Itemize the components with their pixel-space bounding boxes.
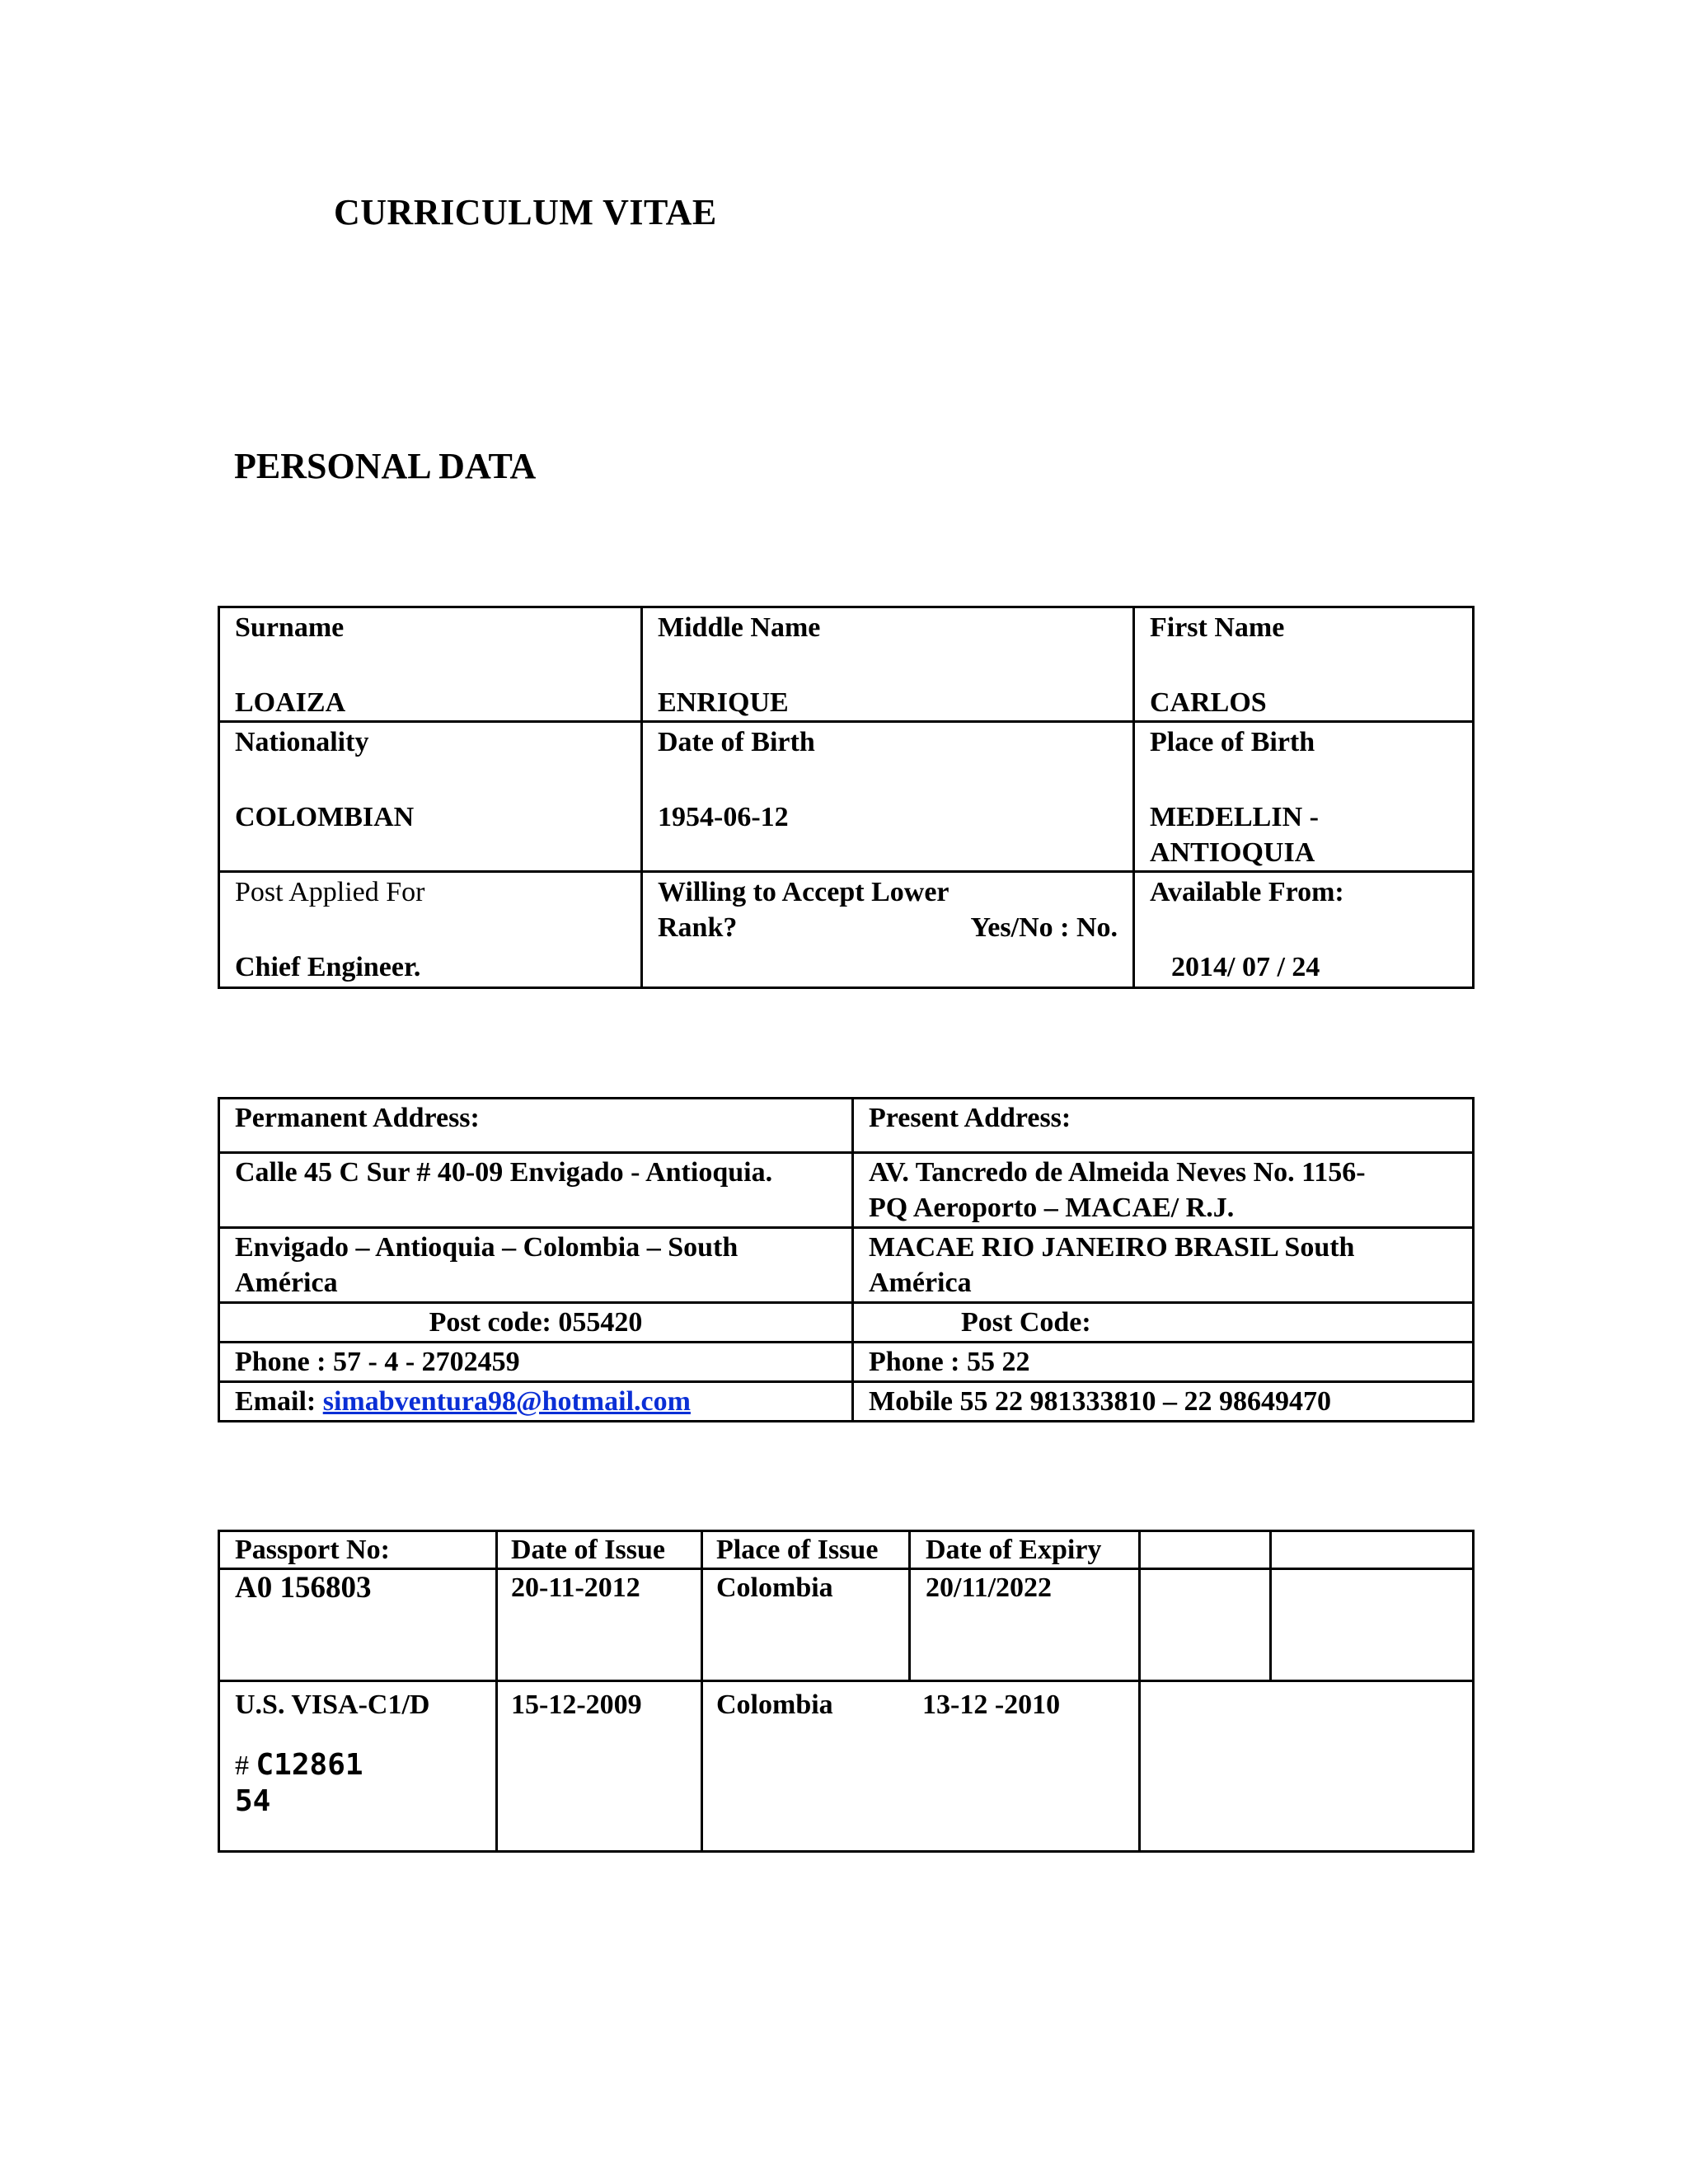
documents-table: [218, 1530, 1475, 1853]
permanent-address-line2b: América: [235, 1268, 338, 1298]
visa-place-expiry-cell: [702, 1681, 1140, 1852]
table-row: [219, 607, 1474, 722]
nationality-label: Nationality: [235, 727, 369, 757]
email-cell: [219, 1382, 853, 1422]
available-from-cell: [1134, 872, 1474, 988]
lower-rank-question: Willing to Accept Lower: [658, 877, 950, 907]
header-date-of-issue: Date of Issue: [497, 1531, 702, 1569]
document-title: CURRICULUM VITAE: [334, 192, 717, 232]
table-row: [219, 1382, 1474, 1422]
present-address-header: Present Address:: [853, 1099, 1474, 1153]
permanent-address-line2-cell: [219, 1228, 853, 1303]
table-row: [219, 1681, 1474, 1852]
table-row: [219, 1531, 1474, 1569]
header-date-of-expiry: Date of Expiry: [910, 1531, 1140, 1569]
email-link[interactable]: simabventura98@hotmail.com: [322, 1386, 691, 1417]
passport-issue-date: 20-11-2012: [497, 1569, 702, 1681]
permanent-phone: Phone : 57 - 4 - 2702459: [219, 1343, 853, 1382]
nationality-cell: [219, 722, 642, 872]
visa-hash: #: [235, 1750, 249, 1781]
empty-header-cell: [1140, 1531, 1271, 1569]
permanent-postcode: Post code: 055420: [219, 1303, 853, 1343]
empty-cell: [1140, 1569, 1271, 1681]
post-applied-label: Post Applied For: [235, 877, 425, 907]
header-passport-no: Passport No:: [219, 1531, 497, 1569]
visa-cell: [219, 1681, 497, 1852]
place-of-birth-label: Place of Birth: [1150, 727, 1315, 757]
place-of-birth-value-line2: ANTIOQUIA: [1150, 837, 1315, 868]
table-row: [219, 722, 1474, 872]
table-row: [219, 1569, 1474, 1681]
present-address-line1a: AV. Tancredo de Almeida Neves No. 1156-: [869, 1157, 1366, 1188]
mobile: Mobile 55 22 981333810 – 22 98649470: [853, 1382, 1474, 1422]
date-of-birth-label: Date of Birth: [658, 727, 815, 757]
available-from-value: 2014/ 07 / 24: [1171, 952, 1320, 982]
present-address-line1-cell: [853, 1153, 1474, 1228]
nationality-value: COLOMBIAN: [235, 802, 415, 832]
middle-name-cell: [642, 607, 1134, 722]
middle-name-value: ENRIQUE: [658, 687, 789, 718]
available-from-label: Available From:: [1150, 877, 1344, 907]
place-of-birth-cell: [1134, 722, 1474, 872]
empty-header-cell: [1271, 1531, 1474, 1569]
table-row: [219, 1343, 1474, 1382]
empty-cell: [1140, 1681, 1474, 1852]
table-row: [219, 1303, 1474, 1343]
first-name-cell: [1134, 607, 1474, 722]
lower-rank-question-cont: Rank?: [658, 912, 738, 943]
present-address-line2a: MACAE RIO JANEIRO BRASIL South: [869, 1232, 1355, 1263]
present-postcode: Post Code:: [853, 1303, 1474, 1343]
present-phone: Phone : 55 22: [853, 1343, 1474, 1382]
table-row: [219, 1228, 1474, 1303]
permanent-address-line1: Calle 45 C Sur # 40-09 Envigado - Antioquia.: [219, 1153, 853, 1228]
middle-name-label: Middle Name: [658, 612, 821, 643]
empty-cell: [1271, 1569, 1474, 1681]
present-address-line1b: PQ Aeroporto – MACAE/ R.J.: [869, 1193, 1235, 1223]
post-applied-value: Chief Engineer.: [235, 952, 421, 982]
section-title-personal-data: PERSONAL DATA: [234, 446, 537, 486]
post-applied-cell: [219, 872, 642, 988]
personal-data-table: [218, 606, 1475, 989]
visa-number-cont: 54: [235, 1784, 271, 1818]
table-row: [219, 1153, 1474, 1228]
visa-label: U.S. VISA-C1/D: [235, 1690, 430, 1720]
first-name-label: First Name: [1150, 612, 1285, 643]
email-label: Email:: [235, 1386, 323, 1417]
first-name-value: CARLOS: [1150, 687, 1267, 718]
surname-cell: [219, 607, 642, 722]
visa-expiry-date: 13-12 -2010: [922, 1690, 1061, 1720]
header-place-of-issue: Place of Issue: [702, 1531, 910, 1569]
lower-rank-answer: Yes/No : No.: [970, 912, 1118, 943]
passport-issue-place: Colombia: [702, 1569, 910, 1681]
passport-number: A0 156803: [219, 1569, 497, 1681]
visa-number: C12861: [256, 1748, 363, 1782]
present-address-line2-cell: [853, 1228, 1474, 1303]
permanent-address-header: Permanent Address:: [219, 1099, 853, 1153]
surname-label: Surname: [235, 612, 345, 643]
address-table: [218, 1097, 1475, 1422]
date-of-birth-value: 1954-06-12: [658, 802, 789, 832]
present-address-line2b: América: [869, 1268, 972, 1298]
permanent-address-line2a: Envigado – Antioquia – Colombia – South: [235, 1232, 738, 1263]
visa-issue-place: Colombia: [716, 1690, 833, 1720]
table-row: [219, 872, 1474, 988]
table-row: [219, 1099, 1474, 1153]
date-of-birth-cell: [642, 722, 1134, 872]
visa-issue-date: 15-12-2009: [497, 1681, 702, 1852]
lower-rank-cell: [642, 872, 1134, 988]
surname-value: LOAIZA: [235, 687, 346, 718]
place-of-birth-value-line1: MEDELLIN -: [1150, 802, 1319, 832]
passport-expiry-date: 20/11/2022: [910, 1569, 1140, 1681]
